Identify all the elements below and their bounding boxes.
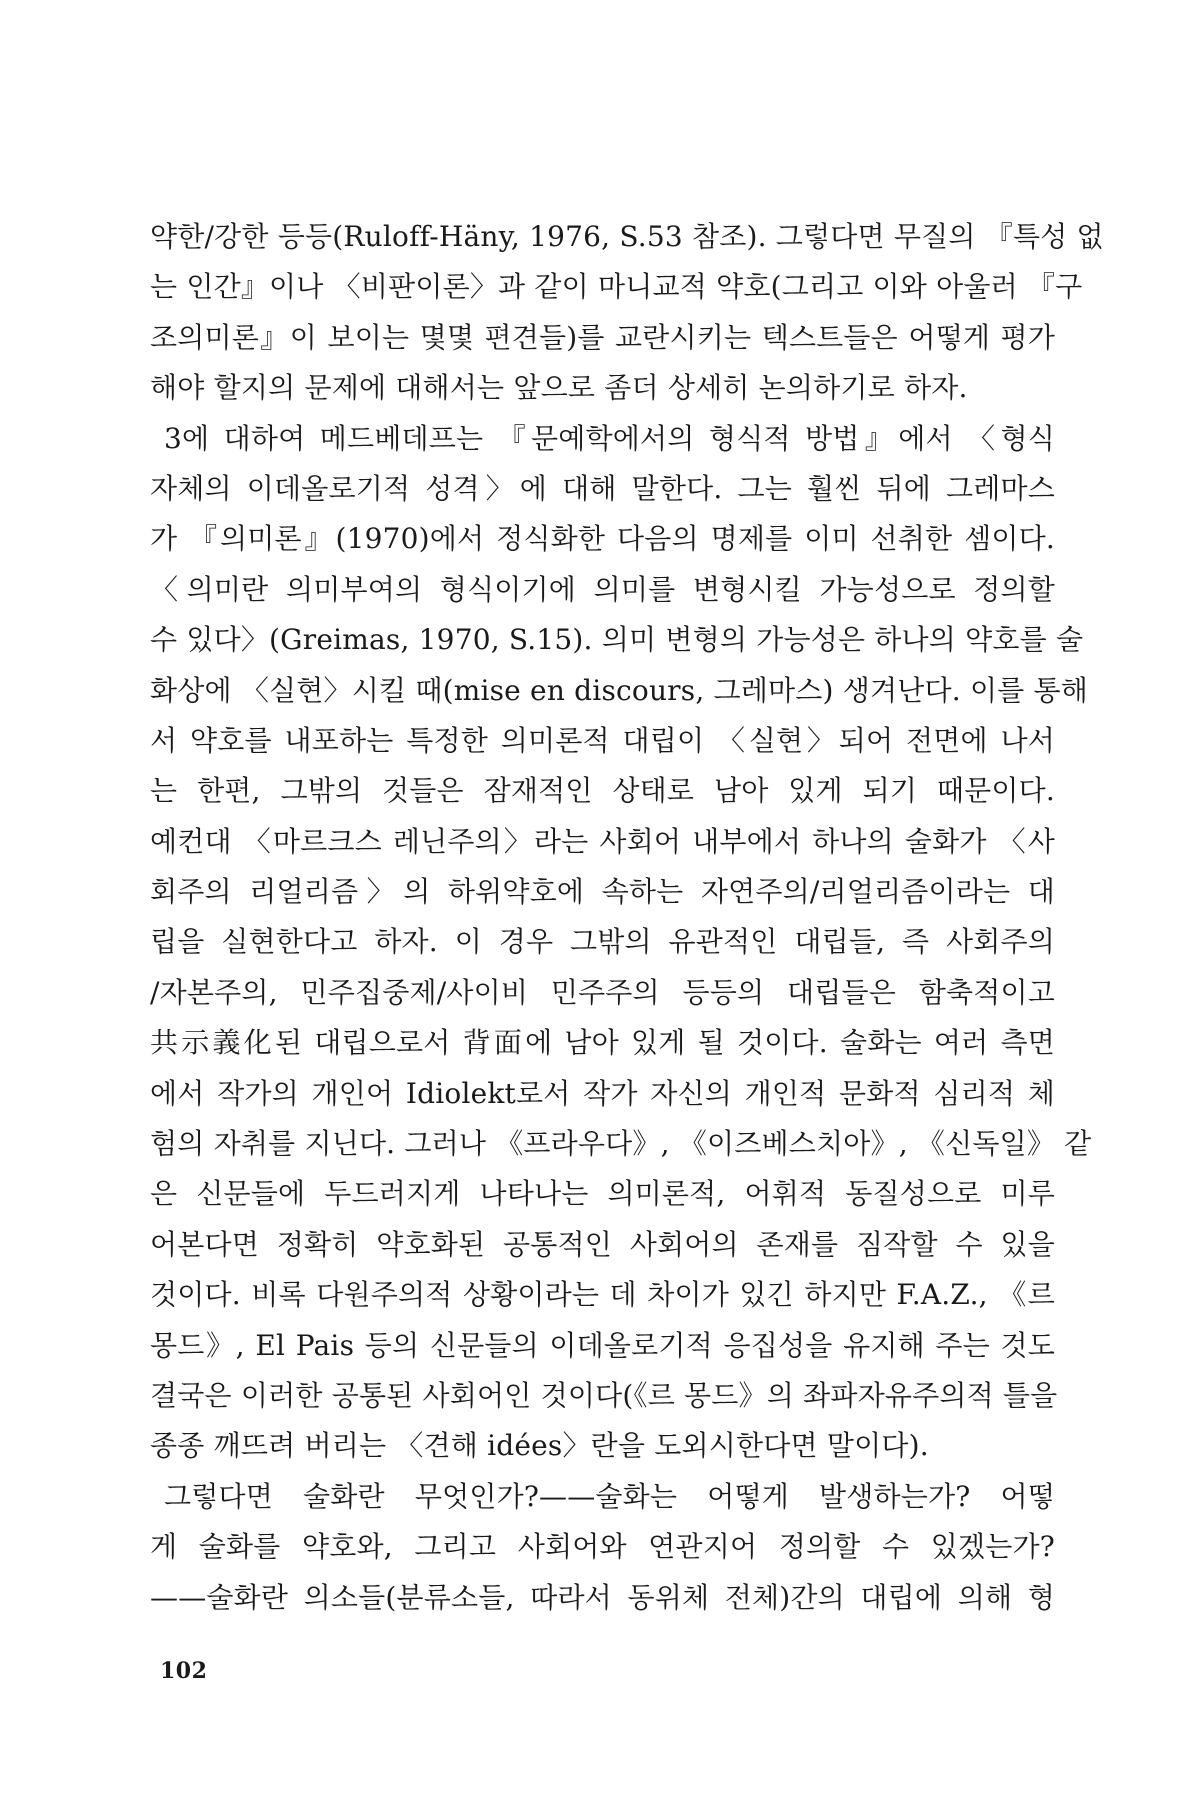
text-line: /자본주의, 민주집중제/사이비 민주주의 등등의 대립들은 함축적이고 [150,975,1055,1009]
text-line: 것이다. 비록 다원주의적 상황이라는 데 차이가 있긴 하지만 F.A.Z., 《르 [150,1278,1055,1312]
text-line: 서 약호를 내포하는 특정한 의미론적 대립이 〈실현〉되어 전면에 나서 [150,723,1055,757]
text-line: 에서 작가의 개인어 Idiolekt로서 작가 자신의 개인적 문화적 심리적 체 [150,1076,1055,1110]
text-line: 는 인간』이나 〈비판이론〉과 같이 마니교적 약호(그리고 이와 아울러 『구 [150,270,1083,304]
text-line: 험의 자취를 지닌다. 그러나 《프라우다》, 《이즈베스치아》, 《신독일》 같 [150,1127,1092,1161]
text-line: 가 『의미론』(1970)에서 정식화한 다음의 명제를 이미 선취한 셈이다. [150,522,1055,556]
text-line: 화상에 〈실현〉시킬 때(mise en discours, 그레마스) 생겨난다. 이를 통해 [150,673,1089,707]
text-line: ——술화란 의소들(분류소들, 따라서 동위체 전체)간의 대립에 의해 형 [150,1580,1055,1614]
text-line: 해야 할지의 문제에 대해서는 앞으로 좀더 상세히 논의하기로 하자. [150,371,968,405]
text-line: 종종 깨뜨려 버리는 〈견해 idées〉란을 도외시한다면 말이다). [150,1429,929,1463]
text-line: 그렇다면 술화란 무엇인가?——술화는 어떻게 발생하는가? 어떻 [164,1479,1055,1513]
text-line: 립을 실현한다고 하자. 이 경우 그밖의 유관적인 대립들, 즉 사회주의 [150,925,1055,959]
text-line: 약한/강한 등등(Ruloff-Häny, 1976, S.53 참조). 그렇다면 무질의 『특성 없 [150,220,1104,253]
text-line: 3에 대하여 메드베데프는 『문예학에서의 형식적 방법』에서 〈형식 [164,421,1055,455]
text-line: 는 한편, 그밖의 것들은 잠재적인 상태로 남아 있게 되기 때문이다. [150,774,1055,808]
text-line: 수 있다〉(Greimas, 1970, S.15). 의미 변형의 가능성은 하나의 약호를 술 [150,623,1084,657]
body-text [150,212,1104,1623]
text-line: 회주의 리얼리즘〉의 하위약호에 속하는 자연주의/리얼리즘이라는 대 [150,875,1055,909]
text-line: 어본다면 정확히 약호화된 공통적인 사회어의 존재를 짐작할 수 있을 [150,1227,1055,1261]
text-line: 〈의미란 의미부여의 형식이기에 의미를 변형시킬 가능성으로 정의할 [150,572,1055,606]
text-line: 몽드》, El Pais 등의 신문들의 이데올로기적 응집성을 유지해 주는 것도 [150,1328,1055,1362]
text-line: 조의미론』이 보이는 몇몇 편견들)를 교란시키는 텍스트들은 어떻게 평가 [150,320,1055,354]
text-line: 결국은 이러한 공통된 사회어인 것이다(《르 몽드》의 좌파자유주의적 틀을 [150,1378,1058,1412]
text-line: 게 술화를 약호와, 그리고 사회어와 연관지어 정의할 수 있겠는가? [150,1530,1055,1564]
text-line: 예컨대 〈마르크스 레닌주의〉라는 사회어 내부에서 하나의 술화가 〈사 [150,824,1055,858]
text-line: 자체의 이데올로기적 성격〉에 대해 말한다. 그는 훨씬 뒤에 그레마스 [150,471,1055,505]
page-number: 102 [160,1658,208,1684]
text-line: 共示義化된 대립으로서 背面에 남아 있게 될 것이다. 술화는 여러 측면 [150,1026,1055,1060]
text-line: 은 신문들에 두드러지게 나타나는 의미론적, 어휘적 동질성으로 미루 [150,1177,1055,1211]
